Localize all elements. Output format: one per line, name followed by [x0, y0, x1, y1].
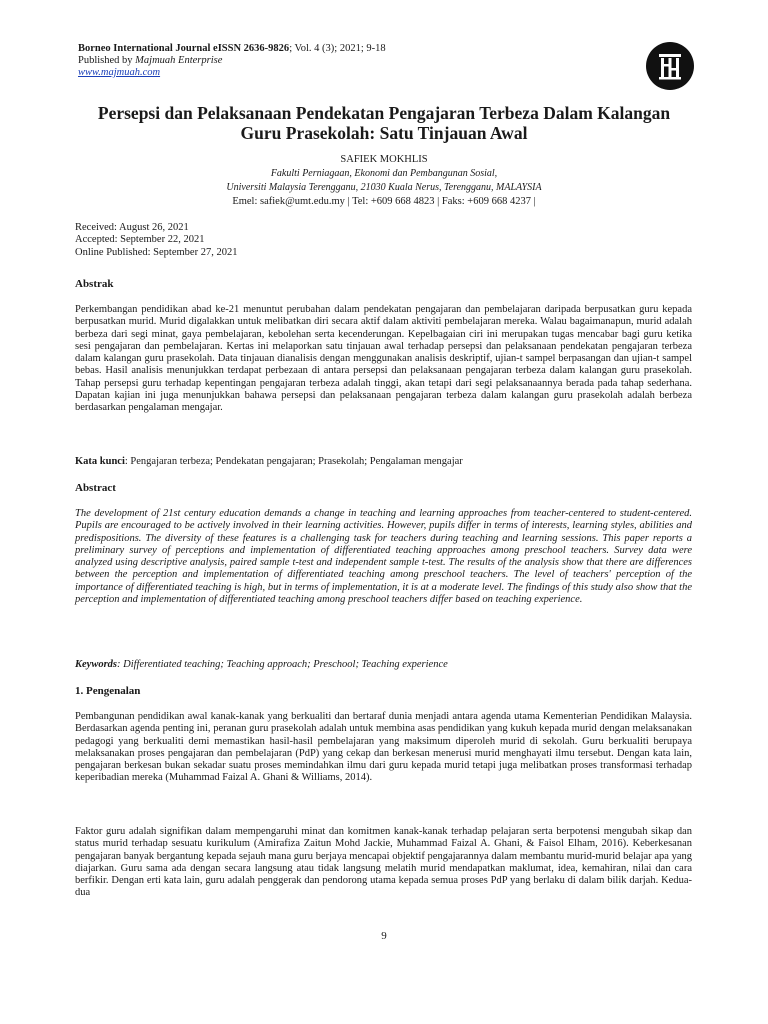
kata-kunci-text: : Pengajaran terbeza; Pendekatan pengajaran; Prasekolah; Pengalaman mengajar [124, 456, 463, 467]
author-contact: Emel: safiek@umt.edu.my | Tel: +609 668 4823 | Faks: +609 668 4237 | [232, 196, 536, 207]
accepted-date: Accepted: September 22, 2021 [75, 234, 205, 246]
intro-paragraph-1: Pembangunan pendidikan awal kanak-kanak yang berkualiti dan bertaraf dunia menjadi antara agenda utama Kementerian Pendidikan Malaysia. Berdasarkan agenda penting ini, peranan guru prasekolah adalah untuk membina asas pendidikan yang kukuh kepada murid dengan melaksanakan pedagogi yang berkualiti demi memastikan hasil-hasil pembelajaran yang maksimum diperoleh murid di sekolah. Guru berkualiti berupaya melaksanakan proses pengajaran dan pembelajaran (PdP) yang cekap dan berkesan menerusi murid menghayati ilmu tersebut. Dengan kata lain, pengajaran berkesan bukan sekadar suatu proses memindahkan ilmu dari guru kepada murid tetapi juga melibatkan proses transformasi terhadap keperibadian mereka (Muhammad Faizal A. Ghani & Williams, 2014). [75, 711, 692, 784]
kata-kunci-label: Kata kunci [75, 456, 125, 467]
author-block [78, 153, 690, 209]
publication-dates [75, 222, 237, 259]
abstrak-heading: Abstrak [75, 278, 114, 290]
abstract-text: The development of 21st century education demands a change in teaching and learning approaches from teacher-centered to student-centered. Pupils are encouraged to be actively involved in their learning activities. However, pupils differ in terms of interests, learning styles, abilities and predispositions. The diversity of these features is a challenging task for teachers during teaching and learning sessions. This paper reports a preliminary survey of perceptions and implementation of differentiated teaching approaches among preschool teachers. Survey data were analyzed using descriptive analysis, paired sample t-test and independent sample t-test. The results of the analysis show that there are differences between the perception and implementation of differentiated teaching among preschool teachers. The level of teachers' perception of the importance of differentiated teaching is high, but in terms of implementation, it is at a moderate level. The findings of this study also show that the perception and implementation of differentiated teaching among preschool teachers differ based on teaching experience. [75, 508, 692, 606]
keywords-text: : Differentiated teaching; Teaching approach; Preschool; Teaching experience [117, 659, 448, 670]
keywords [75, 659, 692, 671]
journal-info [78, 43, 386, 55]
intro-paragraph-2: Faktor guru adalah signifikan dalam mempengaruhi minat dan komitmen kanak-kanak terhadap pelajaran serta berpotensi mengubah sikap dan status murid terhadap sesuatu kurikulum (Amirafiza Zaitun Mohd Jackie, Muhammad Faizal A. Ghani, & Faisol Elham, 2016). Keberkesanan pengajaran banyak bergantung kepada sejauh mana guru berjaya mencapai objektif pengajarannya dalam membantu murid-murid belajar apa yang diajarkan. Guru sama ada dengan secara langsung atau tidak langsung melatih murid mendapatkan maklumat, idea, kemahiran, nilai dan cara berfikir. Dengan erti kata lain, guru adalah penggerak dan pendorong utama kepada semua proses PdP yang berlaku di dalam bilik darjah. Kedua-dua [75, 826, 692, 899]
publisher-line [78, 55, 386, 67]
paper-title: Persepsi dan Pelaksanaan Pendekatan Pengajaran Terbeza Dalam Kalangan Guru Prasekolah: Satu Tinjauan Awal [97, 103, 671, 143]
journal-url-link[interactable]: www.majmuah.com [78, 67, 161, 78]
section-heading-pengenalan: 1. Pengenalan [75, 685, 141, 697]
kata-kunci [75, 456, 692, 468]
affiliation-line-2: Universiti Malaysia Terengganu, 21030 Kuala Nerus, Terengganu, MALAYSIA [226, 182, 542, 193]
journal-name: Borneo International Journal eISSN 2636-9826 [78, 43, 290, 54]
journal-volume: ; Vol. 4 (3); 2021; 9-18 [289, 43, 386, 54]
received-date: Received: August 26, 2021 [75, 222, 189, 233]
author-name: SAFIEK MOKHLIS [340, 154, 428, 165]
journal-header [78, 43, 386, 79]
abstrak-text: Perkembangan pendidikan abad ke-21 menuntut perubahan dalam pendekatan pengajaran dan pembelajaran daripada berpusatkan guru kepada berpusatkan murid. Murid digalakkan untuk melibatkan diri secara aktif dalam aktiviti pembelajaran mereka. Walau bagaimanapun, murid adalah berbeza dari segi minat, gaya pembelajaran, kebolehan serta kecenderungan. Kepelbagaian ciri ini merupakan tugas mencabar bagi guru ketika sesi pengajaran dan pembelajaran. Kertas ini melaporkan satu tinjauan awal terhadap persepsi dan pelaksanaan pendekatan pengajaran terbeza dalam kalangan guru prasekolah. Data tinjauan dianalisis dengan menggunakan analisis deskriptif, ujian-t sampel berpasangan dan ujian-t sampel bebas. Hasil analisis menunjukkan terdapat perbezaan di antara persepsi dan pelaksanaan pengajaran terbeza dalam kalangan guru prasekolah. Tahap persepsi guru terhadap kepentingan pengajaran terbeza adalah tinggi, akan tetapi dari segi pelaksanaannya berada pada tahap sederhana. Dapatan kajian ini juga menunjukkan bahawa persepsi dan pelaksanaan pengajaran terbeza dalam kalangan guru prasekolah adalah berbeza berdasarkan pengalaman mengajar. [75, 304, 692, 414]
journal-logo-icon [646, 42, 694, 90]
published-by-label: Published by [78, 55, 136, 66]
abstract-heading: Abstract [75, 482, 116, 494]
keywords-label: Keywords [75, 659, 117, 670]
publisher-name: Majmuah Enterprise [135, 55, 223, 66]
affiliation-line-1: Fakulti Perniagaan, Ekonomi dan Pembangunan Sosial, [270, 168, 498, 179]
online-published-date: Online Published: September 27, 2021 [75, 246, 238, 258]
page-number: 9 [381, 930, 387, 942]
